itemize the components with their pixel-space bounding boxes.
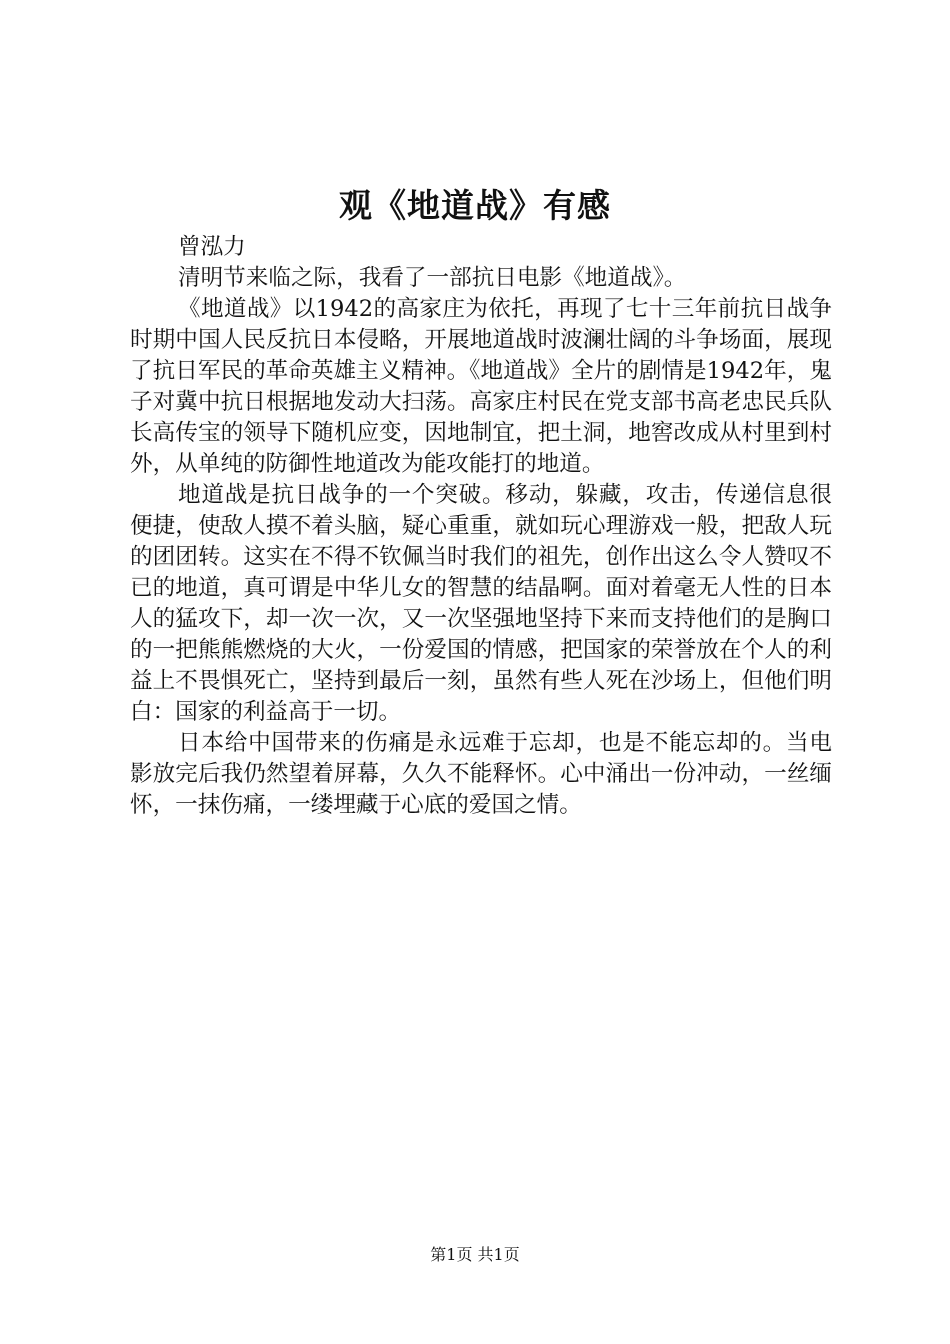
paragraph-3: 地道战是抗日战争的一个突破。移动，躲藏，攻击，传递信息很便捷，使敌人摸不着头脑，疑心重重，就如玩心理游戏一般，把敌人玩的团团转。这实在不得不钦佩当时我们的祖先，创作出这么令人赞叹不已的地道，真可谓是中华儿女的智慧的结晶啊。面对着毫无人性的日本人的猛攻下，却一次一次，又一次坚强地坚持下来而支持他们的是胸口的一把熊熊燃烧的大火，一份爱国的情感，把国家的荣誉放在个人的利益上不畏惧死亡，坚持到最后一刻，虽然有些人死在沙场上，但他们明白：国家的利益高于一切。	[130, 482, 832, 725]
document-title: 观《地道战》有感	[339, 186, 611, 225]
paragraph-2: 《地道战》以1942的高家庄为依托，再现了七十三年前抗日战争时期中国人民反抗日本侵略，开展地道战时波澜壮阔的斗争场面，展现了抗日军民的革命英雄主义精神。《地道战》全片的剧情是1942年，鬼子对冀中抗日根据地发动大扫荡。高家庄村民在党支部书高老忠民兵队长高传宝的领导下随机应变，因地制宜，把土洞，地窖改成从村里到村外，从单纯的防御性地道改为能攻能打的地道。	[130, 296, 832, 477]
author-name: 曾泓力	[178, 234, 246, 260]
page-footer: 第1页 共1页	[430, 1245, 520, 1264]
document-body	[130, 232, 832, 821]
paragraph-4: 日本给中国带来的伤痛是永远难于忘却，也是不能忘却的。当电影放完后我仍然望着屏幕，久久不能释怀。心中涌出一份冲动，一丝缅怀，一抹伤痛，一缕埋藏于心底的爱国之情。	[130, 730, 832, 818]
paragraph-1: 清明节来临之际，我看了一部抗日电影《地道战》。	[178, 265, 687, 291]
